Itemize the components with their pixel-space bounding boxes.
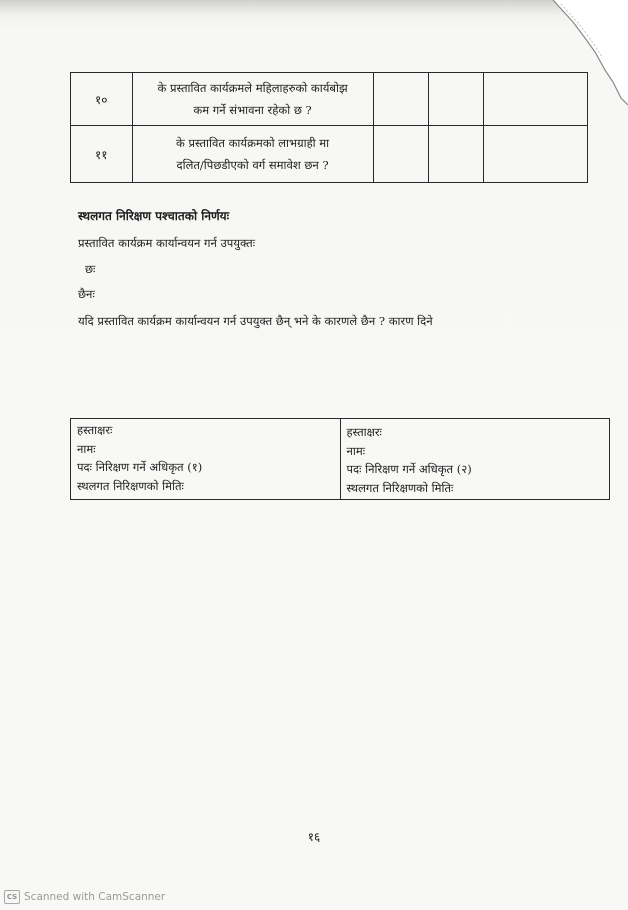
camscanner-logo-icon: CS bbox=[4, 890, 20, 904]
answer-cell bbox=[428, 126, 483, 183]
question-line: के प्रस्तावित कार्यक्रमको लाभग्राही मा bbox=[175, 136, 330, 150]
row-question bbox=[132, 73, 373, 126]
answer-cell bbox=[428, 73, 483, 126]
yes-label: छः bbox=[85, 262, 96, 276]
scanner-watermark bbox=[4, 890, 165, 904]
question-line: के प्रस्तावित कार्यक्रमले महिलाहरुको कार्यबोझ bbox=[157, 81, 348, 95]
no-label: छैनः bbox=[78, 287, 95, 301]
post-label: पदः निरिक्षण गर्ने अधिकृत (१) bbox=[77, 460, 203, 474]
signature-table bbox=[70, 418, 610, 500]
answer-cell bbox=[373, 126, 428, 183]
decision-heading: स्थलगत निरिक्षण पश्चातको निर्णयः bbox=[78, 209, 230, 223]
remarks-cell bbox=[484, 73, 588, 126]
name-label: नामः bbox=[346, 443, 366, 458]
row-question bbox=[132, 126, 373, 183]
reason-prompt: यदि प्रस्तावित कार्यक्रम कार्यान्वयन गर्न उपयुक्त छैन् भने के कारणले छैन ? कारण दिने bbox=[78, 314, 433, 328]
inspection-date-label: स्थलगत निरिक्षणको मितिः bbox=[77, 478, 184, 493]
page-number: १६ bbox=[307, 830, 321, 844]
row-number: १० bbox=[71, 73, 133, 126]
name-label: नामः bbox=[77, 441, 96, 456]
inspection-date-label: स्थलगत निरिक्षणको मितिः bbox=[346, 480, 454, 495]
suitability-label: प्रस्तावित कार्यक्रम कार्यान्वयन गर्न उपयुक्तः bbox=[78, 236, 256, 250]
question-line: कम गर्ने संभावना रहेको छ ? bbox=[193, 103, 312, 117]
answer-cell bbox=[373, 73, 428, 126]
table-row bbox=[71, 73, 588, 126]
remarks-cell bbox=[484, 126, 588, 183]
post-label: पदः निरिक्षण गर्ने अधिकृत (२) bbox=[346, 462, 472, 476]
question-line: दलित/पिछडीएको वर्ग समावेश छन ? bbox=[176, 158, 329, 172]
signature-label: हस्ताक्षरः bbox=[77, 423, 113, 437]
row-number: ११ bbox=[71, 126, 133, 183]
signature-label: हस्ताक्षरः bbox=[346, 425, 382, 439]
criteria-table bbox=[70, 72, 588, 183]
signature-block-officer-1 bbox=[71, 419, 340, 499]
signature-block-officer-2 bbox=[340, 419, 610, 499]
table-row bbox=[71, 126, 588, 183]
watermark-text: Scanned with CamScanner bbox=[24, 891, 166, 903]
